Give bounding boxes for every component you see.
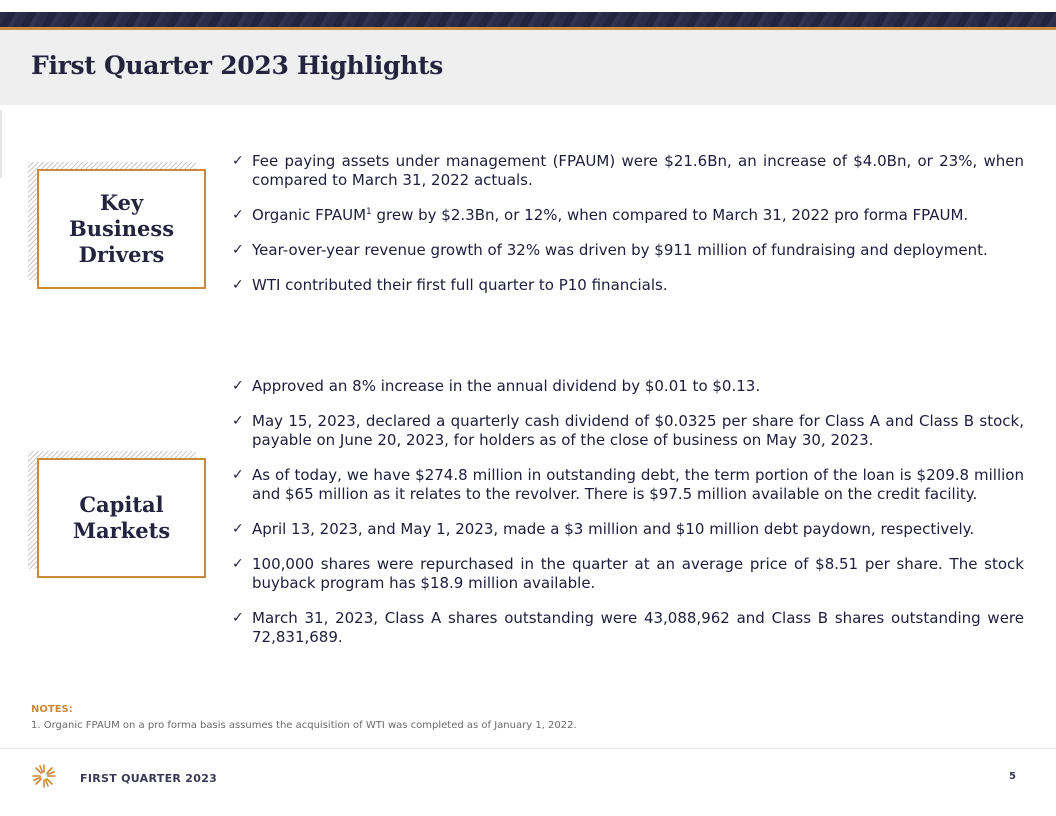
check-icon: ✓ <box>232 277 244 293</box>
left-edge-tab <box>0 110 2 178</box>
key-business-drivers-list <box>232 152 1024 311</box>
bullet-text-before: Organic FPAUM <box>252 206 367 224</box>
bullet-text: March 31, 2023, Class A shares outstanding were 43,088,962 and Class B shares outstanding were 72,831,689. <box>252 609 1024 646</box>
section-label: Capital Markets <box>72 492 171 543</box>
check-icon: ✓ <box>232 521 244 537</box>
bullet-text: April 13, 2023, and May 1, 2023, made a $3 million and $10 million debt paydown, respectively. <box>252 520 975 538</box>
list-item <box>232 555 1024 593</box>
list-item <box>232 152 1024 190</box>
section-label: Key Business Drivers <box>68 190 175 267</box>
bullet-text: Year-over-year revenue growth of 32% was driven by $911 million of fundraising and deployment. <box>252 241 988 259</box>
check-icon: ✓ <box>232 207 244 223</box>
section-frame <box>37 458 206 578</box>
bullet-text: WTI contributed their first full quarter to P10 financials. <box>252 276 668 294</box>
p10-starburst-logo-icon <box>32 764 56 788</box>
list-item <box>232 412 1024 450</box>
footer-label: FIRST QUARTER 2023 <box>80 772 218 785</box>
check-icon: ✓ <box>232 378 244 394</box>
list-item <box>232 377 1024 396</box>
footnote-superscript: 1 <box>366 207 372 217</box>
check-icon: ✓ <box>232 556 244 572</box>
check-icon: ✓ <box>232 153 244 169</box>
check-icon: ✓ <box>232 242 244 258</box>
list-item <box>232 276 1024 295</box>
page-number: 5 <box>1009 771 1016 782</box>
notes-heading: NOTES: <box>31 704 73 715</box>
capital-markets-box <box>28 451 206 578</box>
page-title: First Quarter 2023 Highlights <box>31 51 444 80</box>
footer-divider <box>0 748 1056 749</box>
list-item <box>232 206 1024 225</box>
capital-markets-list <box>232 377 1024 663</box>
bullet-text: 100,000 shares were repurchased in the quarter at an average price of $8.51 per share. The stock buyback program has $18.9 million available. <box>252 555 1024 592</box>
check-icon: ✓ <box>232 413 244 429</box>
check-icon: ✓ <box>232 467 244 483</box>
bullet-text: Approved an 8% increase in the annual dividend by $0.01 to $0.13. <box>252 377 761 395</box>
list-item <box>232 520 1024 539</box>
bullet-text-after: grew by $2.3Bn, or 12%, when compared to March 31, 2022 pro forma FPAUM. <box>371 206 969 224</box>
footnote-text: 1. Organic FPAUM on a pro forma basis assumes the acquisition of WTI was completed as of January 1, 2022. <box>31 720 577 731</box>
list-item <box>232 466 1024 504</box>
bullet-text: As of today, we have $274.8 million in outstanding debt, the term portion of the loan is $209.8 million and $65 million as it relates to the revolver. There is $97.5 million available on the credit facility. <box>252 466 1024 503</box>
bullet-text: May 15, 2023, declared a quarterly cash dividend of $0.0325 per share for Class A and Class B stock, payable on June 20, 2023, for holders as of the close of business on May 30, 2023. <box>252 412 1024 449</box>
header-band <box>0 12 1056 27</box>
key-business-drivers-box <box>28 162 206 289</box>
list-item <box>232 241 1024 260</box>
section-frame <box>37 169 206 289</box>
list-item <box>232 609 1024 647</box>
bullet-text: Fee paying assets under management (FPAUM) were $21.6Bn, an increase of $4.0Bn, or 23%, when compared to March 31, 2022 actuals. <box>252 152 1024 189</box>
check-icon: ✓ <box>232 610 244 626</box>
